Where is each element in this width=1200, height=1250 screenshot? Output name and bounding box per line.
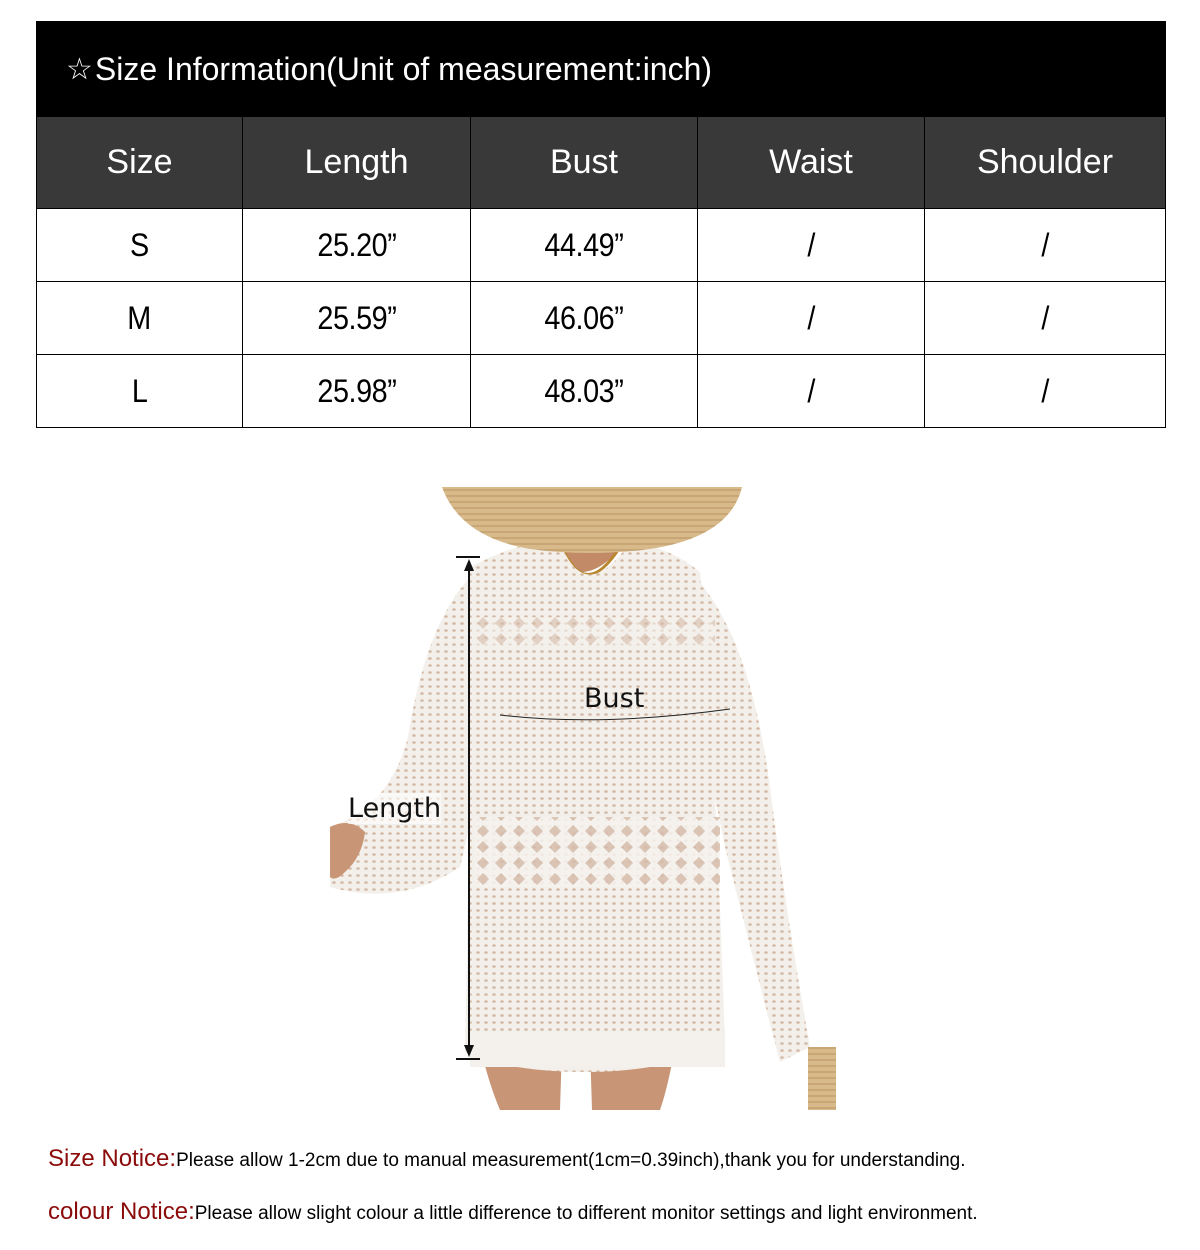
table-header-row <box>37 117 1166 209</box>
bust-annotation: Bust <box>584 683 645 714</box>
cell-waist: / <box>698 282 925 355</box>
arrow-up-icon <box>464 559 474 571</box>
cell-length: 25.20” <box>243 209 471 282</box>
colour-notice <box>48 1198 978 1226</box>
column-header-waist: Waist <box>698 117 925 209</box>
size-notice-label: Size Notice: <box>48 1145 177 1172</box>
colour-notice-text: Please allow slight colour a little difference to different monitor settings and light environment. <box>194 1203 978 1224</box>
cell-shoulder: / <box>925 282 1166 355</box>
length-annotation: Length <box>348 793 442 824</box>
cell-bust: 44.49” <box>471 209 698 282</box>
cell-size: M <box>37 282 243 355</box>
cell-size: L <box>37 355 243 428</box>
column-header-bust: Bust <box>471 117 698 209</box>
basket <box>808 1047 836 1110</box>
colour-notice-label: colour Notice: <box>48 1198 195 1225</box>
cell-length: 25.59” <box>243 282 471 355</box>
table-row <box>37 209 1166 282</box>
cell-size: S <box>37 209 243 282</box>
table-row <box>37 355 1166 428</box>
table-row <box>37 282 1166 355</box>
cell-shoulder: / <box>925 355 1166 428</box>
size-info-title-bar <box>36 21 1166 117</box>
cell-bust: 48.03” <box>471 355 698 428</box>
cell-bust: 46.06” <box>471 282 698 355</box>
column-header-size: Size <box>37 117 243 209</box>
size-table <box>36 117 1166 428</box>
cell-shoulder: / <box>925 209 1166 282</box>
straw-hat <box>442 487 742 553</box>
star-icon: ☆ <box>66 51 93 87</box>
size-notice <box>48 1145 966 1173</box>
size-notice-text: Please allow 1-2cm due to manual measurement(1cm=0.39inch),thank you for understanding. <box>176 1150 966 1171</box>
cell-waist: / <box>698 209 925 282</box>
hem <box>470 1032 725 1067</box>
product-photo <box>330 487 836 1110</box>
column-header-length: Length <box>243 117 471 209</box>
cell-length: 25.98” <box>243 355 471 428</box>
cell-waist: / <box>698 355 925 428</box>
column-header-shoulder: Shoulder <box>925 117 1166 209</box>
size-info-title: Size Information(Unit of measurement:inch) <box>94 50 713 87</box>
lace-band <box>475 817 720 887</box>
